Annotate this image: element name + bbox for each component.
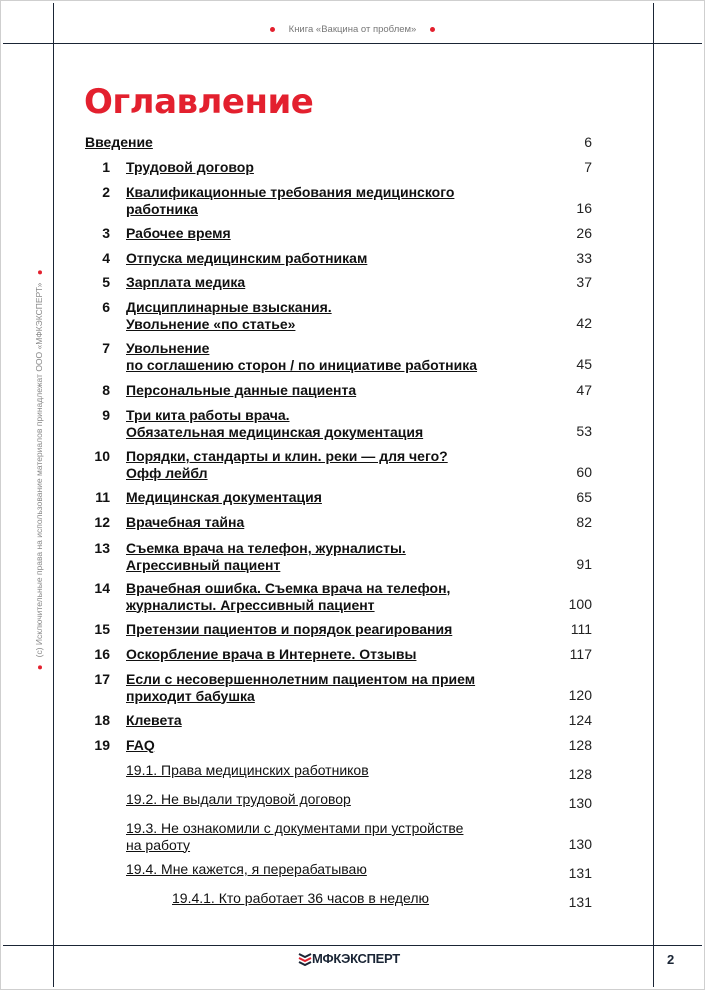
toc-page-number: 131 (568, 865, 592, 881)
chapter-number: 5 (102, 274, 110, 290)
toc-entry-title[interactable]: Если с несовершеннолетним пациентом на прием (126, 671, 476, 687)
toc-entry-title[interactable]: Персональные данные пациента (126, 382, 357, 398)
toc-entry-title[interactable]: Отпуска медицинским работникам (126, 250, 368, 266)
copyright-text: (с) Исключительные права на использование материалов принадлежат ООО «МФКЭКСПЕРТ» (34, 282, 44, 658)
toc-entry-title[interactable]: Офф лейбл (126, 464, 208, 481)
toc-entry-title[interactable]: приходит бабушка (126, 687, 255, 704)
toc-entry-title[interactable]: Увольнение (126, 340, 210, 356)
toc-page-number: 91 (576, 556, 592, 572)
toc-entry-title[interactable]: Претензии пациентов и порядок реагирования (126, 621, 453, 637)
toc-page-number: 16 (576, 200, 592, 216)
toc-page-number: 42 (576, 315, 592, 331)
toc-page-number: 7 (584, 159, 592, 175)
toc-page-number: 47 (576, 382, 592, 398)
toc-page-number: 128 (568, 737, 592, 753)
chapter-number: 3 (102, 225, 110, 241)
toc-entry-title[interactable]: Квалификационные требования медицинского (126, 184, 455, 200)
toc-page-number: 128 (568, 766, 592, 782)
toc-entry-title[interactable]: Оскорбление врача в Интернете. Отзывы (126, 646, 417, 662)
toc-entry-title[interactable]: Зарплата медика (126, 274, 246, 290)
toc-page-number: 117 (569, 646, 592, 662)
toc-entry-title[interactable]: Рабочее время (126, 225, 231, 241)
chapter-number: 17 (94, 671, 110, 687)
toc-page-number: 120 (568, 687, 592, 703)
chapter-number: 1 (102, 159, 110, 175)
toc-page-number: 26 (576, 225, 592, 241)
chapter-number: 11 (95, 489, 110, 505)
toc-entry-title[interactable]: журналисты. Агрессивный пациент (126, 596, 375, 613)
chapter-number: 2 (102, 184, 110, 200)
chapter-number: 6 (102, 299, 110, 315)
chapter-number: 14 (94, 580, 110, 596)
chapter-number: 10 (94, 448, 110, 464)
toc-entry-title[interactable]: 19.4. Мне кажется, я перерабатываю (126, 861, 367, 877)
chapter-number: 7 (102, 340, 110, 356)
right-rule (653, 3, 654, 987)
toc-entry-title[interactable]: на работу (126, 836, 191, 853)
top-rule (3, 43, 702, 44)
toc-page-number: 33 (576, 250, 592, 266)
toc-page-number: 111 (570, 621, 592, 637)
toc-page-number: 65 (576, 489, 592, 505)
page-title: Оглавление (84, 82, 314, 122)
page-number: 2 (667, 952, 675, 967)
chapter-number: 18 (94, 712, 110, 728)
toc-page-number: 60 (576, 464, 592, 480)
bottom-rule (3, 945, 702, 946)
bullet-icon (38, 271, 42, 275)
chapter-number: 19 (94, 737, 110, 753)
toc-page-number: 130 (568, 795, 592, 811)
logo-text: МФКЭКСПЕРТ (312, 951, 400, 966)
toc-entry-title[interactable]: 19.4.1. Кто работает 36 часов в неделю (172, 890, 430, 906)
toc-entry-title[interactable]: Медицинская документация (126, 489, 322, 505)
toc-entry-title[interactable]: Дисциплинарные взыскания. (126, 299, 332, 315)
chapter-number: 15 (94, 621, 110, 637)
left-rule (53, 3, 54, 987)
bullet-icon (270, 27, 275, 32)
toc-entry-title[interactable]: Клевета (126, 712, 182, 728)
bullet-icon (38, 665, 42, 669)
toc-entry-title[interactable]: 19.1. Права медицинских работников (126, 762, 369, 778)
chapter-number: 8 (102, 382, 110, 398)
toc-entry-title[interactable]: Введение (85, 134, 153, 150)
toc-entry-title[interactable]: 19.2. Не выдали трудовой договор (126, 791, 351, 807)
chapter-number: 13 (94, 540, 110, 556)
toc-entry-title[interactable]: FAQ (126, 737, 155, 753)
toc-entry-title[interactable]: 19.3. Не ознакомили с документами при устройстве (126, 820, 464, 836)
logo-chevrons-icon (298, 952, 312, 966)
toc-page-number: 100 (568, 596, 592, 612)
running-header (0, 24, 705, 35)
toc-entry-title[interactable]: Трудовой договор (126, 159, 254, 175)
toc-page-number: 45 (576, 356, 592, 372)
toc-page-number: 131 (568, 894, 592, 910)
copyright-side-note (34, 263, 44, 678)
toc-page-number: 82 (576, 514, 592, 530)
toc-entry-title[interactable]: Увольнение «по статье» (126, 315, 296, 332)
mfkexpert-logo (298, 951, 400, 966)
chapter-number: 4 (102, 250, 110, 266)
toc-entry-title[interactable]: работника (126, 200, 198, 217)
toc-entry-title[interactable]: Съемка врача на телефон, журналисты. (126, 540, 406, 556)
toc-entry-title[interactable]: Порядки, стандарты и клин. реки — для чего? (126, 448, 448, 464)
toc-entry-title[interactable]: по соглашению сторон / по инициативе работника (126, 356, 478, 373)
toc-page-number: 124 (568, 712, 592, 728)
bullet-icon (430, 27, 435, 32)
chapter-number: 12 (94, 514, 110, 530)
book-title: Книга «Вакцина от проблем» (288, 24, 417, 35)
toc-entry-title[interactable]: Три кита работы врача. (126, 407, 290, 423)
toc-page-number: 53 (576, 423, 592, 439)
chapter-number: 16 (94, 646, 110, 662)
toc-entry-title[interactable]: Врачебная тайна (126, 514, 245, 530)
toc-page-number: 37 (576, 274, 592, 290)
toc-entry-title[interactable]: Обязательная медицинская документация (126, 423, 424, 440)
chapter-number: 9 (102, 407, 110, 423)
toc-page-number: 6 (584, 134, 592, 150)
toc-entry-title[interactable]: Врачебная ошибка. Съемка врача на телефон, (126, 580, 451, 596)
toc-page-number: 130 (568, 836, 592, 852)
toc-entry-title[interactable]: Агрессивный пациент (126, 556, 281, 573)
